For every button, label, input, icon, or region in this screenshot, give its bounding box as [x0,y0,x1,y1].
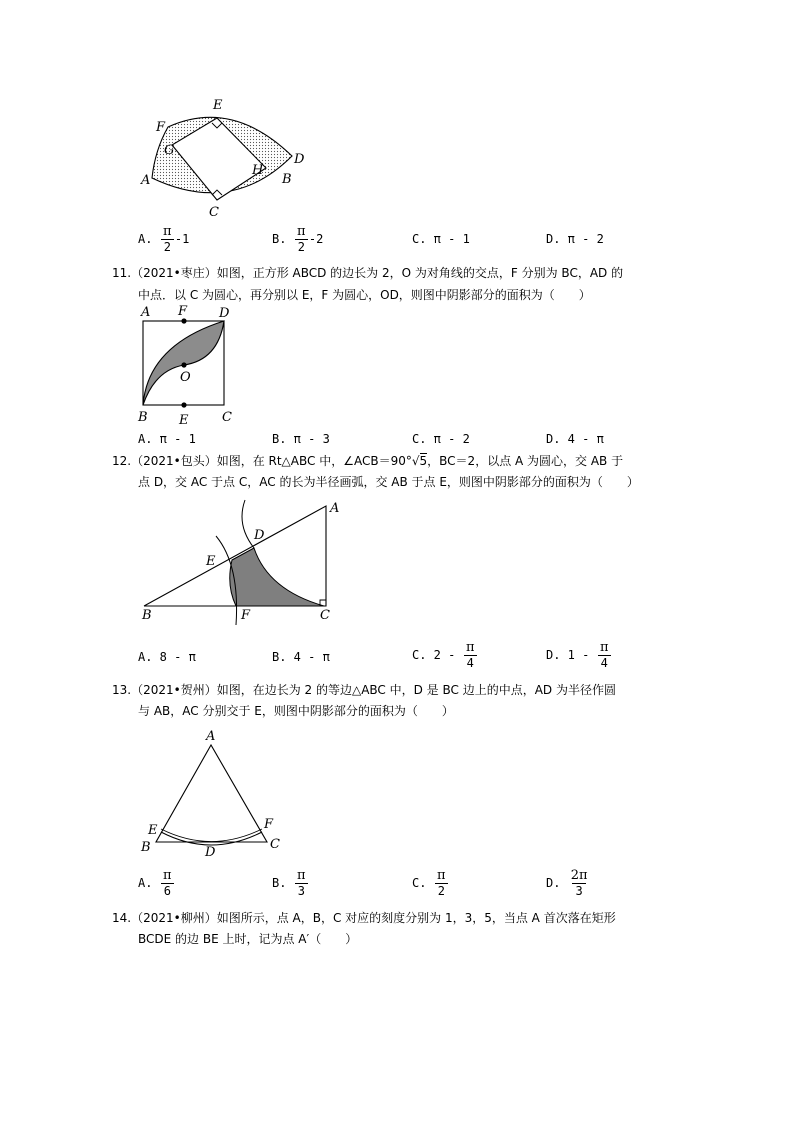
fraction: $\frac{\pi}{4}$ [598,640,611,671]
q10-label-F: F [156,120,166,135]
fraction: $\frac{\pi}{4}$ [464,640,477,671]
q11-stem-line2: 中点．以 C 为圆心，再分别以 E，F 为圆心，OD，则图中阴影部分的面积为（ ） [138,288,591,302]
q12-label-B: B [142,608,152,623]
q13-triangle [156,745,267,842]
q10-label-C: C [209,205,219,220]
q12-figure [136,494,348,630]
q13-label-C: C [270,837,280,852]
q13-figure [136,724,288,858]
q10-option-b[interactable]: B. $\frac{\pi}{2}$ -2 [272,224,324,254]
q12-option-a[interactable]: A. 8 - π [138,650,196,664]
q10-option-a[interactable]: A. $\frac{\pi}{2}$ -1 [138,224,190,254]
q13-label-F: F [264,817,274,832]
fraction: $\frac{\pi}{2}$ [161,224,174,255]
q12-label-C: C [320,608,330,623]
q10-option-c[interactable]: C. π - 1 [412,232,470,246]
q12-option-c[interactable]: C. 2 - $\frac{\pi}{4}$ [412,640,478,671]
q12-option-b[interactable]: B. 4 - π [272,650,330,664]
q13-stem-line1: 13.（2021•贺州）如图，在边长为 2 的等边△ABC 中，D 是 BC 边上的中点，AD 为半径作圆 [112,683,616,697]
q12-stem-line1: 12.（2021•包头）如图，在 Rt△ABC 中，∠ACB＝90°√5，BC＝2，以点 A 为圆心，交 AB 于 [112,454,624,468]
q13-label-B: B [141,840,151,855]
q10-figure [138,96,308,220]
fraction: $\frac{\pi}{2}$ [435,868,448,899]
q11-label-B: B [138,410,148,425]
q11-label-F: F [178,304,188,319]
q14-stem-line2: BCDE 的边 BE 上时，记为点 A′（ ） [138,932,358,946]
q13-stem-line2: 与 AB，AC 分别交于 E，则图中阴影部分的面积为（ ） [138,704,454,718]
q10-label-A: A [141,173,151,188]
fraction: $\frac{\pi}{6}$ [161,868,174,899]
fraction: $\frac{\pi}{3}$ [295,868,308,899]
q10-label-E: E [213,98,223,113]
q10-label-D: D [294,152,305,167]
fraction: $\frac{2\pi}{3}$ [570,868,588,898]
q11-label-A: A [141,305,151,320]
q13-arc [161,832,262,845]
q13-label-E: E [148,823,158,838]
q11-label-C: C [222,410,232,425]
q11-figure [136,302,246,430]
q11-option-c[interactable]: C. π - 2 [412,432,470,446]
q11-option-d[interactable]: D. 4 - π [546,432,604,446]
q12-label-E: E [206,554,216,569]
q12-arc-outer [242,500,254,548]
q11-stem-line1: 11.（2021•枣庄）如图，正方形 ABCD 的边长为 2，O 为对角线的交点，F 分别为 BC，AD 的 [112,266,624,280]
q13-option-b[interactable]: B. $\frac{\pi}{3}$ [272,868,309,899]
q12-option-d[interactable]: D. 1 - $\frac{\pi}{4}$ [546,640,612,671]
q10-label-H: H [252,163,264,178]
q13-option-a[interactable]: A. $\frac{\pi}{6}$ [138,868,175,899]
q11-option-b[interactable]: B. π - 3 [272,432,330,446]
q13-label-A: A [206,729,216,744]
q11-label-O: O [180,370,191,385]
q11-label-D: D [219,306,230,321]
fraction: $\frac{\pi}{2}$ [295,224,308,255]
q10-option-d[interactable]: D. π - 2 [546,232,604,246]
q12-shaded-region [230,548,324,606]
sqrt-symbol: √ [411,454,420,468]
q12-label-A: A [330,501,340,516]
q12-stem-line2: 点 D，交 AC 于点 C，AC 的长为半径画弧，交 AB 于点 E，则图中阴影部分的面积为（ ） [138,475,639,489]
q10-label-B: B [282,172,292,187]
q13-label-D: D [205,845,216,858]
q11-option-a[interactable]: A. π - 1 [138,432,196,446]
q11-label-E: E [179,413,189,428]
q14-stem-line1: 14.（2021•柳州）如图所示，点 A，B，C 对应的刻度分别为 1，3，5，当点 A 首次落在矩形 [112,911,616,925]
q12-label-D: D [254,528,265,543]
q10-label-G: G [164,143,175,158]
q13-option-c[interactable]: C. $\frac{\pi}{2}$ [412,868,449,899]
q12-label-F: F [241,608,251,623]
q13-option-d[interactable]: D. $\frac{2\pi}{3}$ [546,868,588,898]
